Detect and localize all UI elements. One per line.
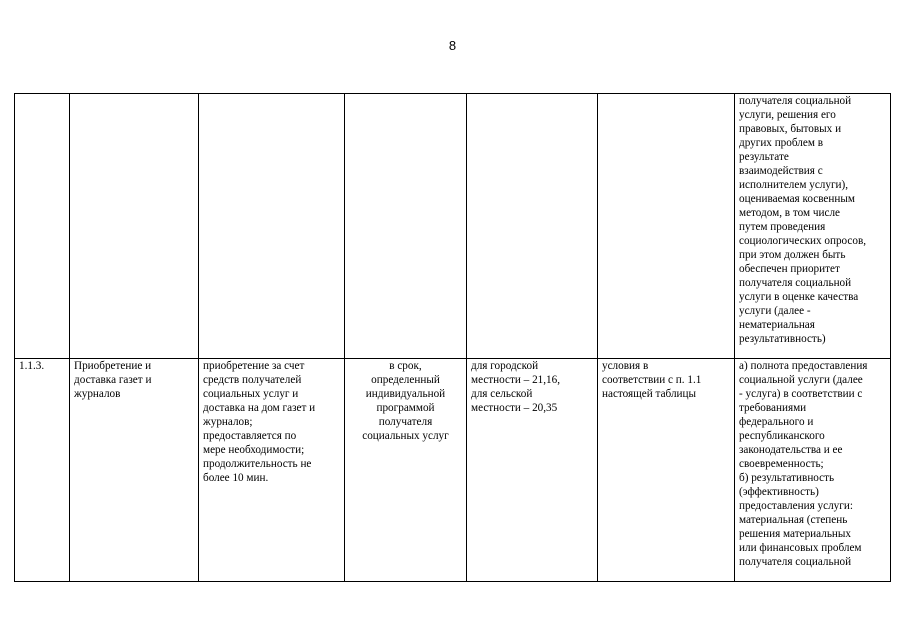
page-number: 8 [448, 38, 457, 53]
cell-quality-indicators: а) полнота предоставления социальной услуги (далее - услуга) в соответствии с требованиями федерального и республиканского законодательства и ее своевременность; б) результативность (эффективность) предоставления услуги: материальная (степень решения материальных или финансовых проблем получателя социальной [735, 359, 891, 582]
cell-conditions [598, 94, 735, 359]
cell-conditions: условия в соответствии с п. 1.1 настоящей таблицы [598, 359, 735, 582]
cell-term [345, 94, 467, 359]
cell-service-name [70, 94, 199, 359]
cell-tariff [467, 94, 598, 359]
cell-term: в срок, определенный индивидуальной программой получателя социальных услуг [345, 359, 467, 582]
table-row-continuation [15, 94, 891, 359]
cell-quality-indicators: получателя социальной услуги, решения его правовых, бытовых и других проблем в результате взаимодействия с исполнителем услуги), оцениваемая косвенным методом, в том числе путем проведения социологических опросов, при этом должен быть обеспечен приоритет получателя социальной услуги в оценке качества услуги (далее - нематериальная результативность) [735, 94, 891, 359]
cell-tariff: для городской местности – 21,16, для сельской местности – 20,35 [467, 359, 598, 582]
cell-service-name: Приобретение и доставка газет и журналов [70, 359, 199, 582]
cell-description: приобретение за счет средств получателей социальных услуг и доставка на дом газет и журналов; предоставляется по мере необходимости; продолжительность не более 10 мин. [199, 359, 345, 582]
services-table [14, 93, 891, 582]
cell-number [15, 94, 70, 359]
cell-number: 1.1.3. [15, 359, 70, 582]
table-row-1-1-3 [15, 359, 891, 582]
cell-description [199, 94, 345, 359]
